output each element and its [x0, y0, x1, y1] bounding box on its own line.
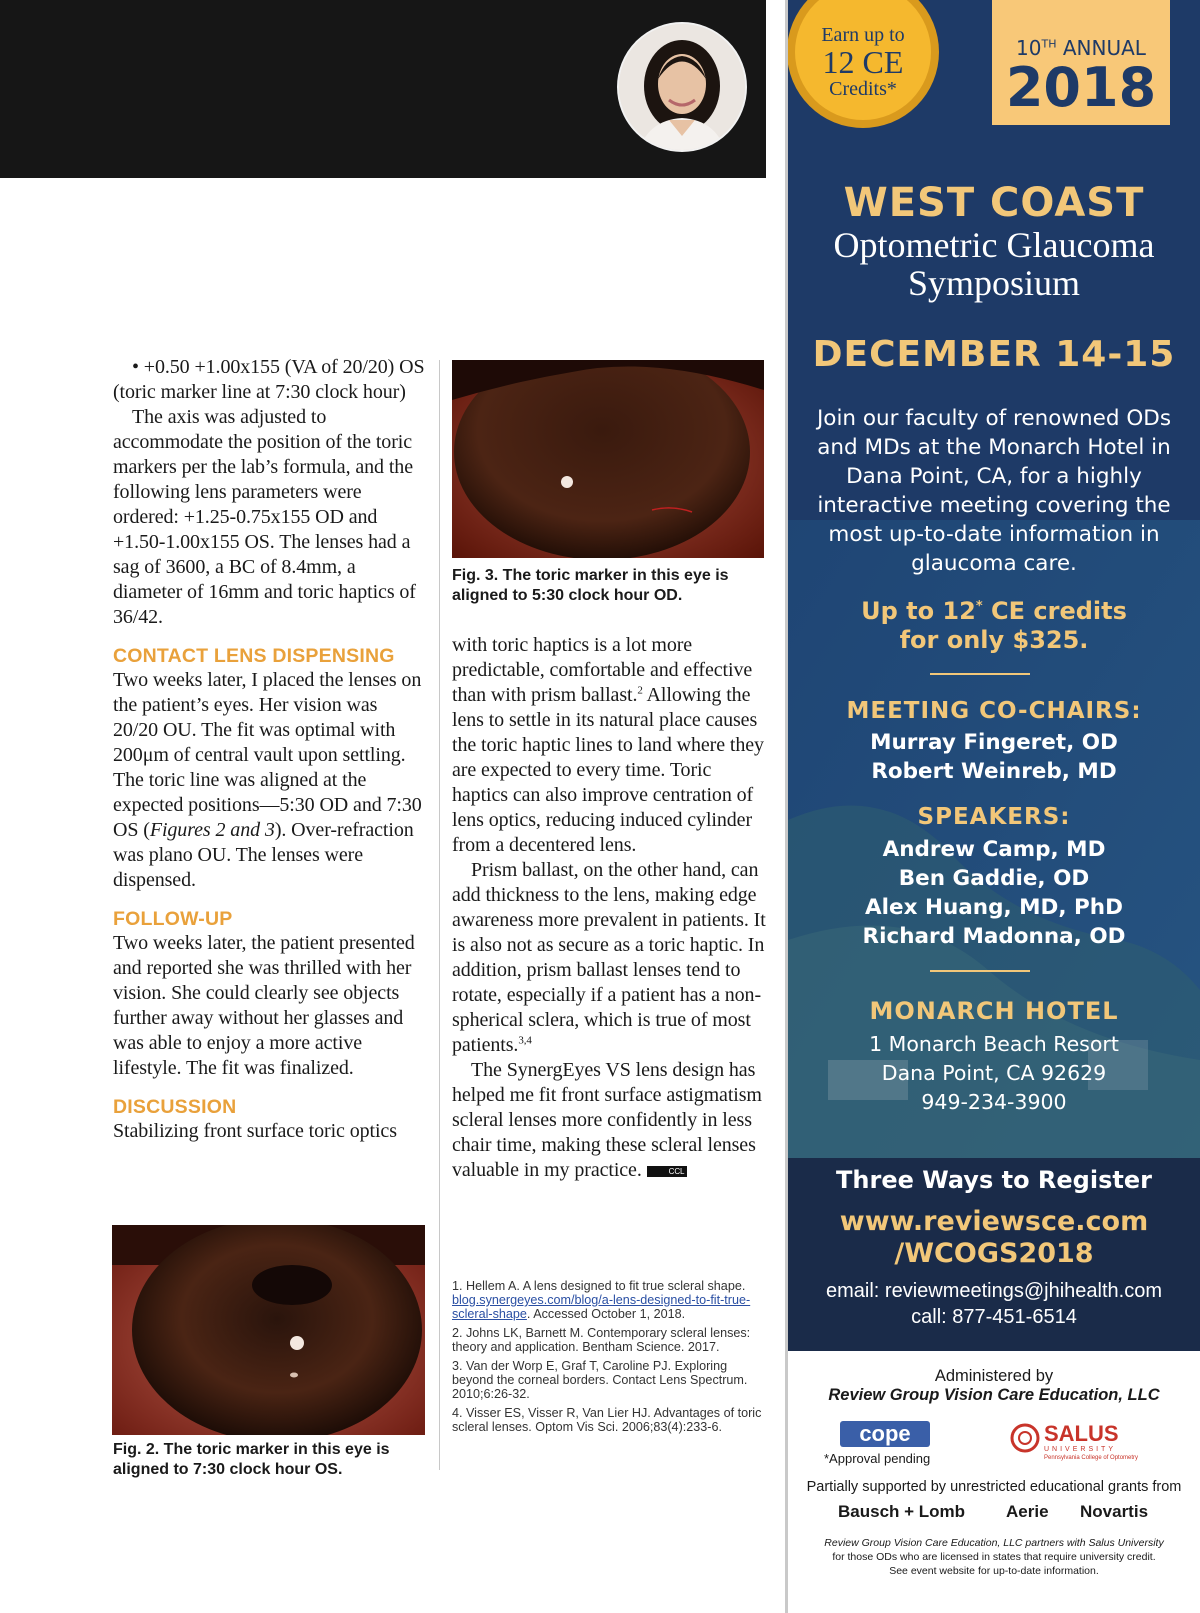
cope-approval-note: *Approval pending: [824, 1451, 931, 1466]
cochairs-list: [788, 728, 1200, 786]
speaker-name: Ben Gaddie, OD: [898, 866, 1090, 891]
symposium-ad: [788, 0, 1200, 1613]
event-year: 2018: [1005, 56, 1157, 119]
reference-4: 4. Visser ES, Visser R, Van Lier HJ. Advantages of toric scleral lenses. Optom Vis Sci. 2006;83(4):233-6.: [452, 1406, 762, 1434]
ce-credits-seal: Earn up to 12 CE Credits*: [821, 24, 905, 100]
cochair-name: Robert Weinreb, MD: [871, 759, 1117, 784]
end-mark-logo: CCL: [647, 1166, 688, 1177]
divider: [930, 673, 1030, 675]
ad-title-optometric-glaucoma: Optometric Glaucoma: [833, 225, 1155, 265]
cochairs-heading: MEETING CO-CHAIRS:: [846, 698, 1142, 724]
hotel-address: 1 Monarch Beach Resort Dana Point, CA 92629 949-234-3900: [869, 1032, 1119, 1114]
grants-line: Partially supported by unrestricted educational grants from: [806, 1479, 1182, 1495]
salus-logo: SALUS UNIVERSITY Pennsylvania College of Optometry: [1044, 1421, 1139, 1461]
speaker-name: Richard Madonna, OD: [862, 924, 1126, 949]
ad-footnote: Review Group Vision Care Education, LLC partners with Salus University for those ODs who are licensed in states that require university credit. See event website for up-to-date information.: [824, 1537, 1164, 1577]
cope-logo: cope: [840, 1421, 930, 1447]
admin-organization: Review Group Vision Care Education, LLC: [828, 1386, 1160, 1404]
cochair-name: Murray Fingeret, OD: [870, 730, 1118, 755]
references: [452, 1279, 764, 1439]
register-url[interactable]: www.reviewsce.com /WCOGS2018: [839, 1206, 1149, 1269]
heading-follow-up: FOLLOW-UP: [113, 908, 233, 930]
paragraph-follow-up: Two weeks later, the patient presented and reported she was thrilled with her vision. She could clearly see objects further away without her glasses and was able to enjoy a more active lifestyle. The fit was finalized.: [113, 932, 415, 1079]
reference-1: 1. Hellem A. A lens designed to fit true scleral shape. blog.synergeyes.com/blog/a-lens-designed-to-fit-true-scleral-shape. Accessed October 1, 2018.: [452, 1279, 751, 1321]
register-phone: call: 877-451-6514: [911, 1306, 1077, 1328]
event-dates: DECEMBER 14-15: [812, 334, 1176, 375]
paragraph: The axis was adjusted to accommodate the position of the toric markers per the lab’s formula, and the following lens parameters were ordered: +1.25-0.75x155 OD and +1.50-1.00x155 OS. The lenses had a sag of 3600, a BC of 8.4mm, a diameter of 16mm and toric haptics of 36/42.: [113, 406, 416, 628]
figure-3-photo: [452, 360, 764, 558]
registration-panel: [788, 1158, 1200, 1351]
speakers-heading: SPEAKERS:: [917, 804, 1071, 830]
heading-contact-lens-dispensing: CONTACT LENS DISPENSING: [113, 645, 395, 667]
divider: [930, 970, 1030, 972]
reference-link[interactable]: blog.synergeyes.com/blog/a-lens-designed-to-fit-true-scleral-shape: [452, 1293, 751, 1321]
paragraph: Prism ballast, on the other hand, can add thickness to the lens, making edge awareness more prevalent in patients. It is also not as secure as a toric haptic. In addition, prism ballast lenses tend to rotate, especially if a patient has a non-spherical sclera, which is true of most patients.$^{3,4}$: [452, 859, 766, 1056]
paragraph-dispensing: Two weeks later, I placed the lenses on the patient’s eyes. Her vision was 20/20 OU. The fit was optimal with 200μm of central vault upon settling. The toric line was aligned at the expected positions—5:30 OD and 7:30 OS (Figures 2 and 3). Over-refraction was plano OU. The lenses were dispensed.: [113, 669, 422, 891]
speakers-list: [788, 835, 1200, 951]
paragraph: The SynergEyes VS lens design has helped me fit front surface astigmatism scleral lenses more confidently in less chair time, making these scleral lenses valuable in my practice. CCL: [452, 1059, 762, 1181]
ce-credits-offer: Up to 12* CE credits for only $325.: [861, 597, 1127, 654]
ad-title-symposium: Symposium: [907, 263, 1081, 303]
figure-2-caption: Fig. 2. The toric marker in this eye is aligned to 7:30 clock hour OS.: [113, 1441, 390, 1478]
figure-2-photo: [112, 1225, 425, 1435]
eye-image-icon: [452, 360, 764, 558]
ad-title-west-coast: WEST COAST: [843, 180, 1145, 226]
reference-2: 2. Johns LK, Barnett M. Contemporary scleral lenses: theory and application. Bentham Science. 2017.: [452, 1326, 751, 1354]
article-column-2: [452, 633, 768, 1183]
article-column-1: [113, 355, 427, 1144]
eye-image-icon: [112, 1225, 425, 1435]
admin-label: Administered by: [934, 1367, 1054, 1385]
paragraph-discussion: Stabilizing front surface toric optics: [113, 1120, 397, 1142]
register-heading: Three Ways to Register: [836, 1166, 1152, 1194]
sponsor-name: Bausch + Lomb: [838, 1502, 966, 1521]
annual-label: 10TH ANNUAL: [1016, 36, 1146, 60]
annual-badge: [992, 0, 1170, 125]
speaker-name: Alex Huang, MD, PhD: [865, 895, 1123, 920]
sponsor-name: Aerie: [1006, 1502, 1049, 1521]
register-email[interactable]: email: reviewmeetings@jhihealth.com: [826, 1280, 1162, 1302]
author-avatar: [617, 22, 747, 152]
administration-panel: [788, 1351, 1200, 1613]
salus-emblem-icon: [1010, 1423, 1040, 1453]
author-portrait-icon: [619, 24, 745, 150]
heading-discussion: DISCUSSION: [113, 1096, 237, 1118]
reference-3: 3. Van der Worp E, Graf T, Caroline PJ. Exploring beyond the corneal borders. Contact Lens Spectrum. 2010;6:26-32.: [452, 1359, 748, 1401]
paragraph: with toric haptics is a lot more predictable, comfortable and effective than with prism ballast.$^2$ Allowing the lens to settle in its natural place causes the toric haptic lines to land where they are expected to every time. Toric haptics can also improve centration of lens optics, reducing induced cylinder from a decentered lens.: [452, 634, 764, 856]
register-contact: [788, 1278, 1200, 1330]
sponsor-name: Novartis: [1080, 1502, 1149, 1521]
hotel-heading: MONARCH HOTEL: [869, 997, 1119, 1025]
figure-3-caption: Fig. 3. The toric marker in this eye is aligned to 5:30 clock hour OD.: [452, 567, 729, 604]
column-divider: [439, 360, 440, 1470]
lens-bullet: • +0.50 +1.00x155 (VA of 20/20) OS (toric marker line at 7:30 clock hour): [113, 356, 425, 403]
event-blurb: Join our faculty of renowned ODs and MDs at the Monarch Hotel in Dana Point, CA, for a highly interactive meeting covering the most up-to-date information in glaucoma care.: [816, 406, 1172, 576]
speaker-name: Andrew Camp, MD: [882, 837, 1106, 862]
